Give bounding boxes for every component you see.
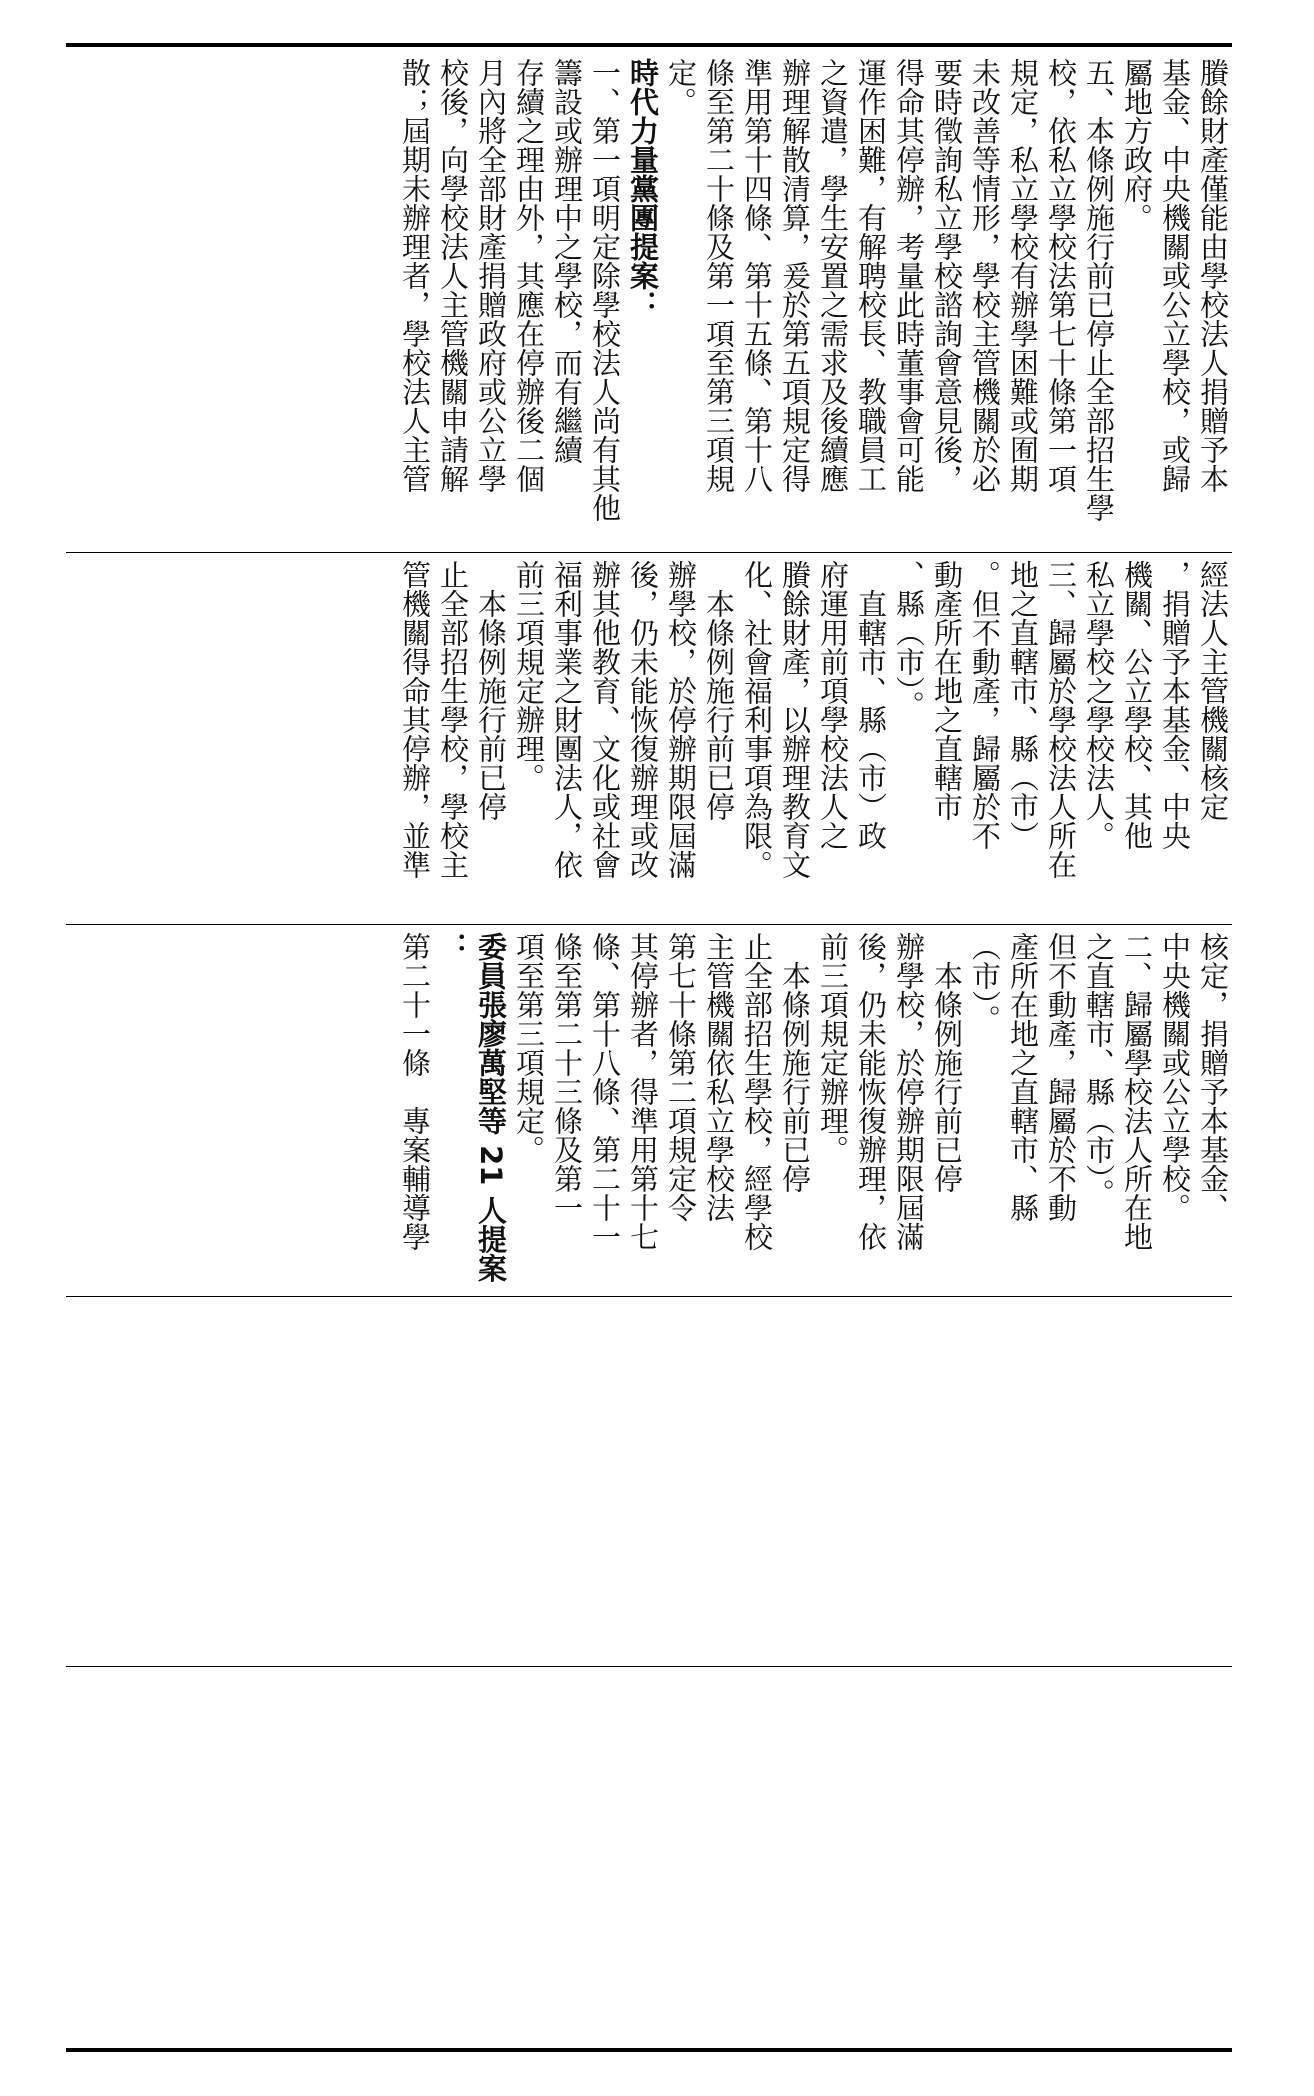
text-line: 化、社會福利事項為限。 [740,560,774,879]
text-line: 二、歸屬學校法人所在地 [1120,932,1154,1251]
text-line: 一、第一項明定除學校法人尚有其他 [588,58,622,522]
section-divider-1 [66,552,1232,553]
text-line: 但不動產，歸屬於不動 [1044,932,1078,1222]
text-line: 運作困難，有解聘校長、教職員工 [854,58,888,493]
text-line: 規定，私立學校有辦學困難或囿期 [1006,58,1040,493]
text-line: （市）。 [968,932,1002,1034]
section-divider-3 [66,1296,1232,1297]
text-line: 之直轄市、縣（市）。 [1082,932,1116,1208]
bottom-rule [66,2048,1232,2052]
section-divider-2 [66,924,1232,925]
text-line: 本條例施行前已停 [702,560,736,821]
text-line: 止全部招生學校，經學校 [740,932,774,1251]
text-line: 其停辦者，得準用第十七 [626,932,660,1251]
text-line: 核定，捐贈予本基金、 [1196,932,1230,1222]
text-line: 條至第二十三條及第一 [550,932,584,1222]
text-line: 後，仍未能恢復辦理或改 [626,560,660,879]
text-line: 辦學校，於停辦期限屆滿 [664,560,698,879]
text-line: 止全部招生學校，學校主 [436,560,470,879]
text-line: 校，依私立學校法第七十條第一項 [1044,58,1078,493]
text-line: 未改善等情形，學校主管機關於必 [968,58,1002,493]
text-line: 管機關得命其停辦，並準 [398,560,432,879]
text-line: 辦學校，於停辦期限屆滿 [892,932,926,1251]
text-line: 條至第二十條及第一項至第三項規 [702,58,736,493]
text-line: 動產所在地之直轄市 [930,560,964,821]
section-divider-4 [66,1666,1232,1667]
text-line: ，捐贈予本基金、中央 [1158,560,1192,850]
text-line: 。但不動產，歸屬於不 [968,560,1002,850]
proposal-heading: 時代力量黨團提案： [626,58,660,319]
article-heading: 第二十一條 專案輔導學 [398,932,432,1251]
text-line: 本條例施行前已停 [930,932,964,1193]
text-line: 要時徵詢私立學校諮詢會意見後， [930,58,964,493]
text-line: 後，仍未能恢復辦理，依 [854,932,888,1251]
text-line: 辦理解散清算，爰於第五項規定得 [778,58,812,493]
text-line: 府運用前項學校法人之 [816,560,850,850]
text-line: 屬地方政府。 [1120,58,1154,232]
text-line: 經法人主管機關核定 [1196,560,1230,821]
proposed-provision-column [68,932,1232,1292]
text-line: 月內將全部財產捐贈政府或公立學 [474,58,508,493]
text-line: 直轄市、縣（市）政 [854,560,888,850]
text-line: 地之直轄市、縣（市） [1006,560,1040,850]
text-line: 散；屆期未辦理者，學校法人主管 [398,58,432,493]
text-line: 、縣（市）。 [892,560,926,720]
text-line: 第七十條第二項規定令 [664,932,698,1222]
current-provision-column [68,560,1232,920]
text-line: 存續之理由外，其應在停辦後二個 [512,58,546,493]
text-line: 機關、公立學校、其他 [1120,560,1154,850]
text-line: 項至第三項規定。 [512,932,546,1164]
text-line: 中央機關或公立學校。 [1158,932,1192,1222]
explanation-column [68,58,1232,548]
text-line: 本條例施行前已停 [778,932,812,1193]
text-line: 五、本條例施行前已停止全部招生學 [1082,58,1116,522]
text-line: 產所在地之直轄市、縣 [1006,932,1040,1222]
text-line: 前三項規定辦理。 [816,932,850,1164]
text-line: 賸餘財產，以辦理教育文 [778,560,812,879]
text-line: 三、歸屬於學校法人所在 [1044,560,1078,879]
text-line: 主管機關依私立學校法 [702,932,736,1222]
text-line: 之資遣，學生安置之需求及後續應 [816,58,850,493]
text-line: 辦其他教育、文化或社會 [588,560,622,879]
text-line: 私立學校之學校法人。 [1082,560,1116,850]
text-line: 賸餘財產僅能由學校法人捐贈予本 [1196,58,1230,493]
proposal-heading: 委員張廖萬堅等 21 人提案 [474,932,508,1283]
text-line: 得命其停辦，考量此時董事會可能 [892,58,926,493]
text-line: 福利事業之財團法人，依 [550,560,584,879]
text-line: 籌設或辦理中之學校，而有繼續 [550,58,584,464]
text-line: 準用第十四條、第十五條、第十八 [740,58,774,493]
text-line: 前三項規定辦理。 [512,560,546,792]
proposal-heading-colon: ： [436,932,470,961]
text-line: 條、第十八條、第二十一 [588,932,622,1251]
text-line: 本條例施行前已停 [474,560,508,821]
text-line: 校後，向學校法人主管機關申請解 [436,58,470,493]
top-rule [66,43,1232,47]
text-line: 定。 [664,58,698,116]
text-line: 基金、中央機關或公立學校，或歸 [1158,58,1192,493]
